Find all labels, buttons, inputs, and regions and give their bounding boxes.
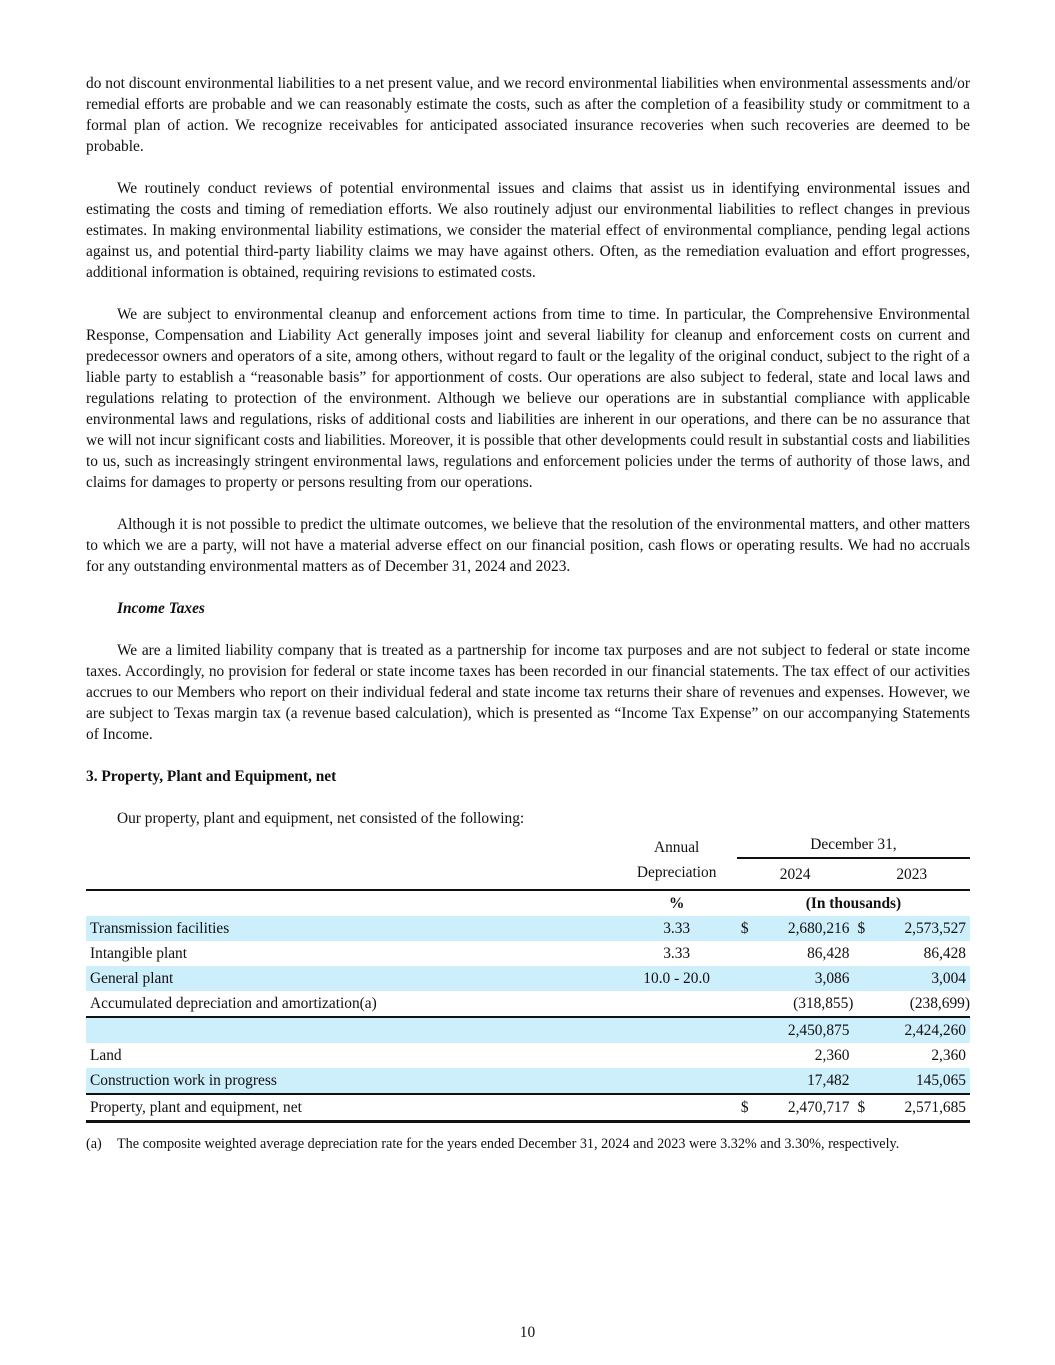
page-number: 10 — [519, 1324, 536, 1341]
paragraph-environmental-liabilities: do not discount environmental liabilities to a net present value, and we record environmental liabilities when environmental assessments and/or remedial efforts are probable and we can reasonably estimate the costs, such as after the completion of a feasibility study or commitment to a formal plan of action. We recognize receivables for anticipated associated insurance recoveries when such recoveries are deemed to be probable. — [86, 75, 970, 155]
footnote-mark: (a) — [86, 1136, 102, 1152]
section-title-ppe: 3. Property, Plant and Equipment, net — [86, 768, 337, 785]
paragraph-income-taxes: We are a limited liability company that is treated as a partnership for income tax purposes and are not subject to federal or state income taxes. Accordingly, no provision for federal or state income taxes has been recorded in our financial statements. The tax effect of our activities accrues to our Members who report on their individual federal and state income tax returns their share of revenues and expenses. However, we are subject to Texas margin tax (a revenue based calculation), which is presented as “Income Tax Expense” on our accompanying Statements of Income. — [86, 642, 970, 743]
income-taxes-heading: Income Taxes — [117, 600, 205, 617]
table-row: General plant 10.0 - 20.0 3,086 3,004 — [86, 966, 970, 991]
table-header-row-2 — [86, 858, 970, 890]
table-row: Accumulated depreciation and amortization(a) (318,855) (238,699) — [90, 995, 970, 1012]
table-row-total: Property, plant and equipment, net $ 2,470,717 $ 2,571,685 — [86, 1094, 970, 1122]
table-row-subtotal: 2,450,875 2,424,260 — [86, 1017, 970, 1043]
header-year-2023: 2023 — [853, 858, 970, 890]
rate-unit: % — [616, 890, 737, 916]
document-page — [86, 73, 970, 1154]
paragraph-ppe-intro: Our property, plant and equipment, net consisted of the following: — [117, 810, 525, 827]
footnote-text: The composite weighted average depreciation rate for the years ended December 31, 2024 and 2023 were 3.32% and 3.30%, respectively. — [117, 1136, 900, 1152]
header-december-31: December 31, — [737, 830, 970, 858]
table-row: Construction work in progress 17,482 145,065 — [86, 1068, 970, 1094]
table-units-row — [86, 890, 970, 916]
table-row: Land 2,360 2,360 — [90, 1047, 966, 1064]
header-depreciation-rates: Annual Depreciation — [636, 838, 717, 881]
ppe-table — [86, 830, 970, 1123]
paragraph-cleanup-enforcement: We are subject to environmental cleanup and enforcement actions from time to time. In particular, the Comprehensive Environmental Response, Compensation and Liability Act generally imposes joint and several liability for cleanup and enforcement costs on current and predecessor owners and operators of a site, among others, without regard to fault or the legality of the original conduct, subject to the right of a liable party to establish a “reasonable basis” for apportionment of costs. Our operations are also subject to federal, state and local laws and regulations relating to protection of the environment. Although we believe our operations are in substantial compliance with applicable environmental laws and regulations, risks of additional costs and liabilities are inherent in our operations, and there can be no assurance that we will not incur significant costs and liabilities. Moreover, it is possible that other developments could result in substantial costs and liabilities to us, such as increasingly stringent environmental laws, regulations and enforcement policies under the terms of authority of those laws, and claims for damages to property or persons resulting from our operations. — [86, 306, 970, 491]
table-row: Intangible plant 3.33 86,428 86,428 — [90, 945, 966, 962]
paragraph-outcomes: Although it is not possible to predict the ultimate outcomes, we believe that the resolution of the environmental matters, and other matters to which we are a party, will not have a material adverse effect on our financial position, cash flows or operating results. We had no accruals for any outstanding environmental matters as of December 31, 2024 and 2023. — [86, 516, 970, 575]
footnote-a — [86, 1135, 970, 1154]
value-unit: (In thousands) — [737, 890, 970, 916]
header-year-2024: 2024 — [737, 858, 854, 890]
table-header-row-1 — [86, 830, 970, 858]
paragraph-environmental-reviews: We routinely conduct reviews of potential environmental issues and claims that assist us in identifying environmental issues and estimating the costs and timing of remediation efforts. We also routinely adjust our environmental liabilities to reflect changes in previous estimates. In making environmental liability estimations, we consider the material effect of environmental compliance, pending legal actions against us, and potential third-party liability claims we may have against others. Often, as the remediation evaluation and effort progresses, additional information is obtained, requiring revisions to estimated costs. — [86, 180, 970, 281]
table-row: Transmission facilities 3.33 $ 2,680,216 $ 2,573,527 — [86, 916, 970, 941]
